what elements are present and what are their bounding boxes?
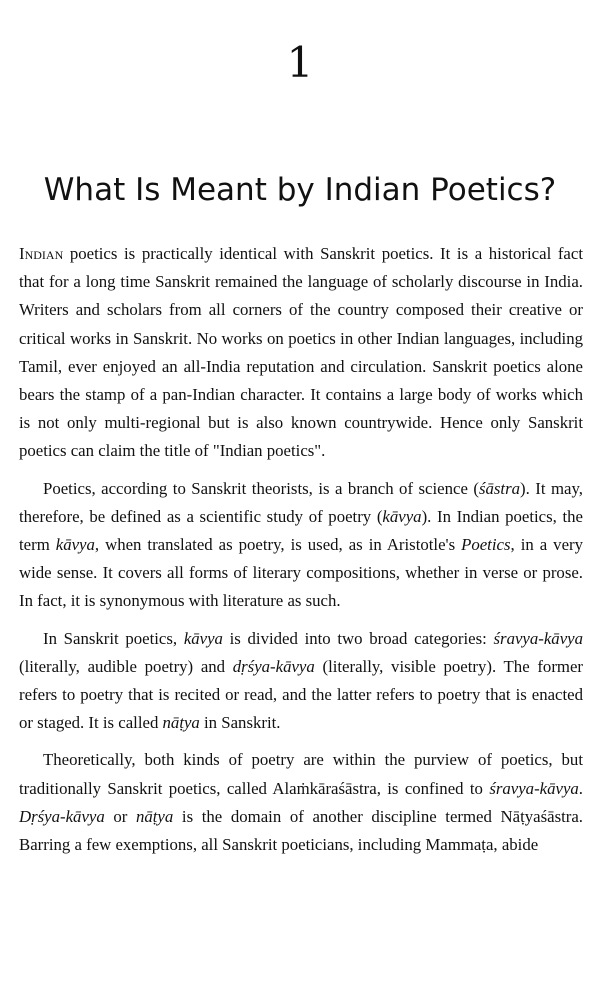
italic-term: kāvya [183, 628, 223, 648]
paragraph-1 [19, 240, 583, 466]
text-run: , in a very wide sense. It covers all forms of literary compositions, whether in verse or prose. In fact, it is synonymous with literature as such. [19, 535, 583, 611]
italic-term: kāvya [55, 535, 95, 555]
text-run: ). In Indian poetics, the term [19, 506, 583, 555]
text-run: In Sanskrit poetics, [43, 628, 184, 648]
text-run: , when translated as poetry, is used, as in Aristotle's [94, 535, 462, 555]
italic-term: śravya-kāvya [489, 778, 579, 798]
paragraph-lead-word: Indian [19, 244, 64, 263]
text-run: in Sanskrit. [199, 713, 281, 733]
text-run: . [578, 778, 583, 798]
italic-term: nāṭya [162, 713, 200, 733]
text-run: (literally, audible poetry) and [19, 656, 233, 676]
paragraph-4 [19, 746, 583, 859]
italic-term: Dṛśya-kāvya [19, 806, 105, 826]
text-run: (literally, visible poetry). The former refers to poetry that is recited or read, and the latter refers to poetry that is enacted or staged. It is called [19, 656, 584, 733]
text-run: ). It may, therefore, be defined as a scientific study of poetry ( [19, 478, 583, 526]
text-run: or [104, 806, 136, 826]
italic-term: śravya-kāvya [493, 628, 583, 648]
italic-term: dṛśya-kāvya [232, 656, 315, 676]
text-run: Poetics, according to Sanskrit theorists, is a branch of science ( [43, 478, 479, 498]
chapter-title: What Is Meant by Indian Poetics? [43, 172, 557, 208]
italic-term: nāṭya [135, 806, 174, 826]
italic-term: śāstra [478, 478, 521, 498]
italic-term: kāvya [382, 506, 422, 526]
text-run: Theoretically, both kinds of poetry are within the purview of poetics, but traditionally Sanskrit poetics, called Alaṁkāraśāstra, is confined to [19, 750, 583, 798]
italic-title: Poetics [461, 535, 511, 555]
text-run: is the domain of another discipline termed Nāṭyaśāstra. Barring a few exemptions, all Sanskrit poeticians, including Mammaṭa, abide [19, 806, 583, 855]
paragraph-2 [19, 475, 583, 616]
paragraph-text: poetics is practically identical with Sanskrit poetics. It is a historical fact that for a long time Sanskrit remained the language of scholarly discourse in India. Writers and scholars from all corners of the country composed their creative or critical works in Sanskrit. No works on poetics in other Indian languages, including Tamil, ever enjoyed an all-India reputation and circulation. Sanskrit poetics alone bears the stamp of a pan-Indian character. It contains a large body of works which is not only multi-regional but is also known countrywide. Hence only Sanskrit poetics can claim the title of "Indian poetics". [19, 244, 583, 461]
chapter-body [19, 240, 583, 868]
chapter-number: 1 [286, 38, 314, 87]
paragraph-3 [19, 625, 583, 738]
text-run: is divided into two broad categories: [222, 628, 494, 648]
